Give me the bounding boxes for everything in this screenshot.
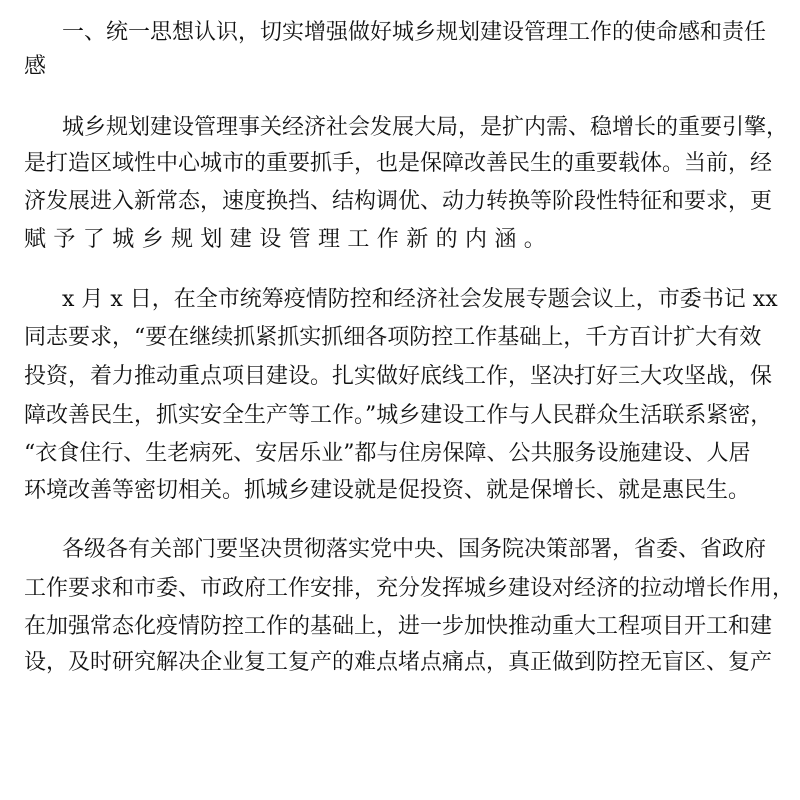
paragraph-line: 投资，着力推动重点项目建设。扎实做好底线工作，坚决打好三大攻坚战，保: [24, 364, 773, 389]
paragraph-line: 设，及时研究解决企业复工复产的难点堵点痛点，真正做到防控无盲区、复产: [24, 650, 773, 675]
paragraph-line: 环境改善等密切相关。抓城乡建设就是促投资、就是保增长、就是惠民生。: [24, 478, 751, 503]
paragraph-line: 是打造区域性中心城市的重要抓手，也是保障改善民生的重要载体。当前，经: [24, 151, 773, 176]
paragraph-line: 工作要求和市委、市政府工作安排，充分发挥城乡建设对经济的拉动增长作用，: [24, 576, 795, 601]
paragraph-line: 各级各有关部门要坚决贯彻落实党中央、国务院决策部署，省委、省政府: [62, 537, 767, 562]
paragraph-line: 济发展进入新常态，速度换挡、结构调优、动力转换等阶段性特征和要求，更: [24, 189, 773, 214]
paragraph-line: 同志要求，“要在继续抓紧抓实抓细各项防控工作基础上，千方百计扩大有效: [24, 325, 762, 350]
paragraph-line: “衣食住行、生老病死、安居乐业”都与住房保障、公共服务设施建设、人居: [24, 441, 751, 466]
paragraph-line: 在加强常态化疫情防控工作的基础上，进一步加快推动重大工程项目开工和建: [24, 614, 773, 639]
heading-line: 感: [24, 54, 47, 79]
heading-line: 一、统一思想认识，切实增强做好城乡规划建设管理工作的使命感和责任: [62, 20, 767, 45]
paragraph-line: 障改善民生，抓实安全生产等工作。”城乡建设工作与人民群众生活联系紧密，: [24, 403, 773, 428]
paragraph-line: 城乡规划建设管理事关经济社会发展大局，是扩内需、稳增长的重要引擎，: [62, 115, 789, 140]
paragraph-line: 赋予了城乡规划建设管理工作新的内涵。: [24, 227, 554, 252]
paragraph-line: x 月 x 日，在全市统筹疫情防控和经济社会发展专题会议上，市委书记 xx: [62, 287, 778, 312]
